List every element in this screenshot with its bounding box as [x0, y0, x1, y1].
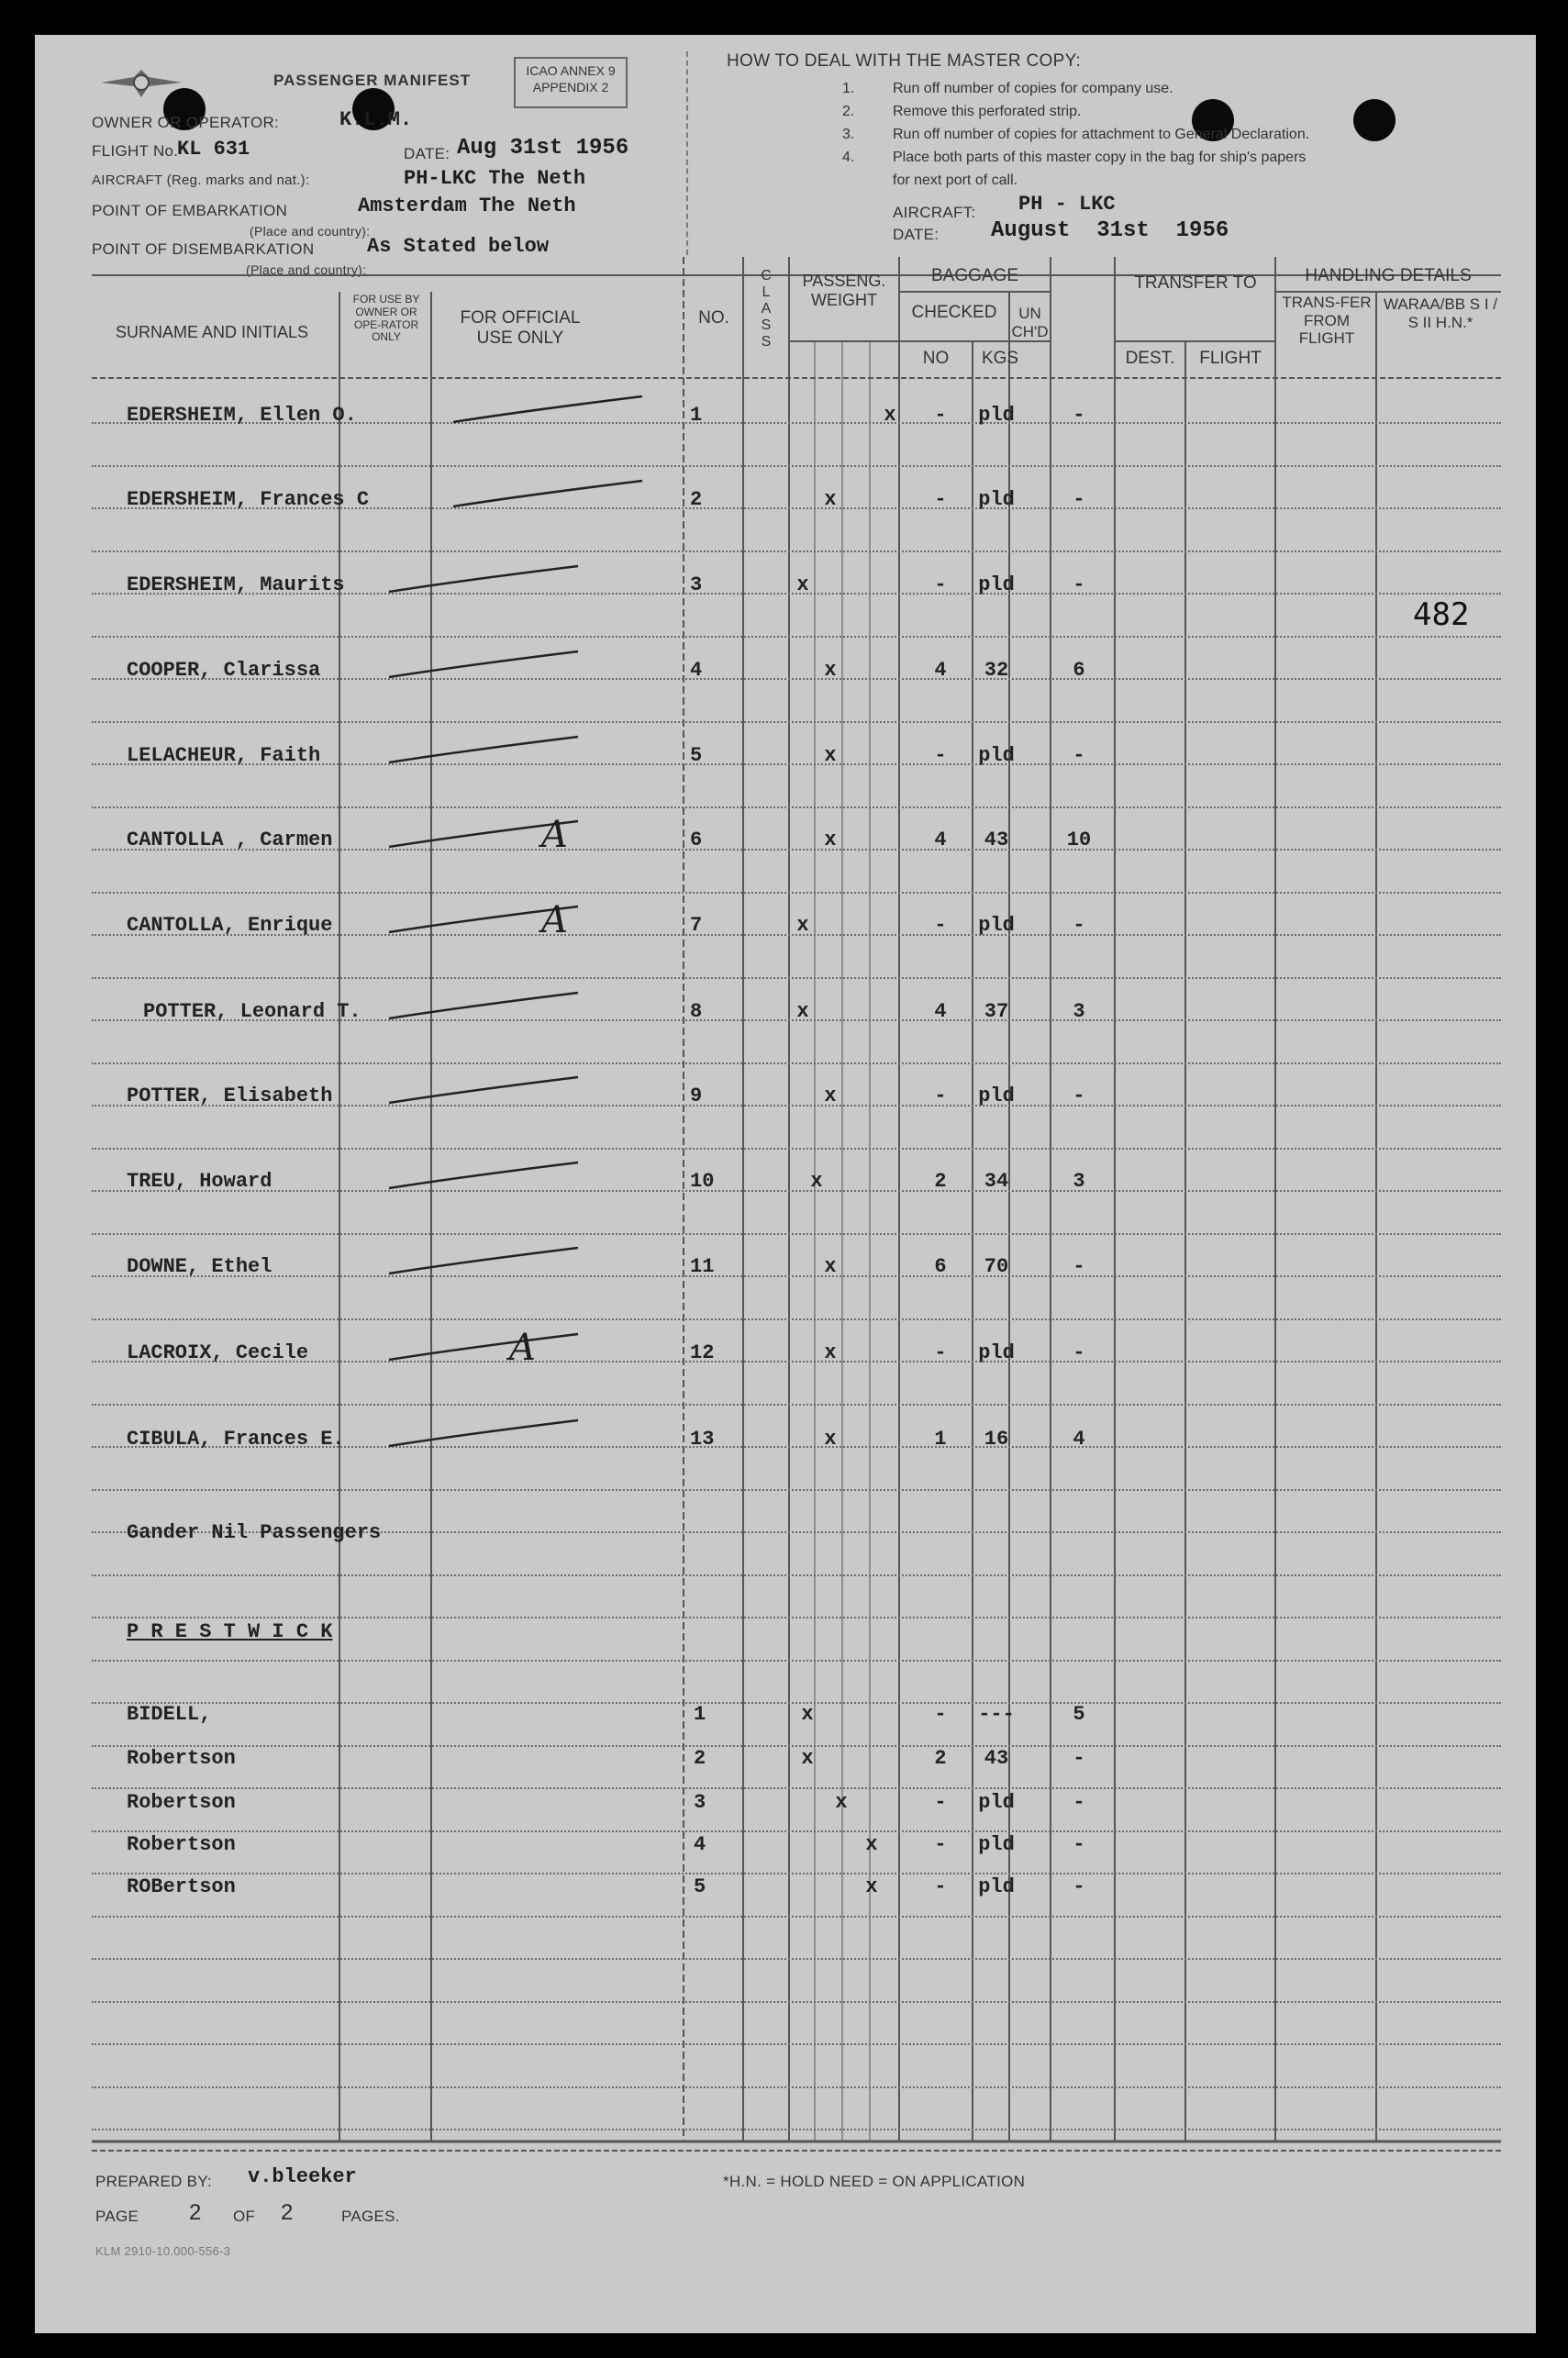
row-rule	[92, 1233, 1501, 1235]
check-stroke	[450, 391, 651, 428]
col-dest: DEST.	[1125, 349, 1175, 368]
row-rule	[92, 892, 1501, 894]
row-number: 7	[690, 914, 703, 937]
row-rule	[92, 551, 1501, 552]
row-rule	[92, 1916, 1501, 1918]
date-value: Aug 31st 1956	[457, 136, 629, 161]
owner-value: K.L.M.	[339, 108, 413, 131]
unchecked-count: 6	[1073, 659, 1085, 682]
unchecked-count: -	[1073, 1084, 1085, 1107]
passenger-name: Robertson	[127, 1833, 236, 1856]
row-rule	[92, 2086, 1501, 2088]
class-mark: x	[824, 829, 837, 851]
instr-aircraft-label: AIRCRAFT:	[893, 204, 976, 221]
check-stroke	[385, 561, 587, 597]
row-rule	[92, 1574, 1501, 1576]
unchecked-count: 5	[1073, 1703, 1085, 1726]
col-unchd: UN CH'D	[1011, 305, 1049, 340]
row-number: 5	[694, 1875, 706, 1898]
baggage-kgs: 43	[984, 1747, 1009, 1770]
baggage-count: -	[934, 1703, 947, 1726]
instructions-title: HOW TO DEAL WITH THE MASTER COPY:	[727, 51, 1082, 71]
form-title: PASSENGER MANIFEST	[273, 72, 472, 89]
row-rule	[92, 1617, 1501, 1618]
page-value: 2	[189, 2200, 202, 2225]
col-no: NO.	[698, 308, 729, 328]
instruction-num: 3.	[842, 127, 855, 142]
row-number: 5	[690, 744, 703, 767]
check-stroke	[385, 1157, 587, 1194]
class-mark: x	[865, 1833, 878, 1856]
passenger-name: LELACHEUR, Faith	[127, 744, 321, 767]
row-number: 2	[690, 488, 703, 511]
col-waraa: WARAA/BB S I / S II H.N.*	[1383, 295, 1498, 331]
instruction-num: 2.	[842, 104, 855, 119]
handwritten-note: A	[541, 814, 568, 856]
baggage-count: -	[934, 573, 947, 596]
col-class	[745, 268, 787, 350]
row-rule	[92, 2043, 1501, 2045]
unchecked-count: -	[1073, 488, 1085, 511]
class-mark: x	[824, 1255, 837, 1278]
row-rule	[92, 1787, 1501, 1789]
flight-value: KL 631	[177, 138, 250, 161]
col-kgs: KGS	[981, 349, 1019, 368]
disembarkation-value: As Stated below	[367, 235, 550, 258]
check-stroke	[385, 1415, 587, 1452]
place-country-note: (Place and country):	[246, 262, 367, 277]
instr-date-label: DATE:	[893, 226, 940, 243]
baggage-count: -	[934, 404, 947, 427]
passenger-name: DOWNE, Ethel	[127, 1255, 272, 1278]
baggage-kgs: 32	[984, 659, 1009, 682]
row-number: 11	[690, 1255, 715, 1278]
check-stroke	[385, 646, 587, 683]
baggage-count: -	[934, 914, 947, 937]
baggage-kgs: pld	[978, 1833, 1015, 1856]
baggage-count: -	[934, 1833, 947, 1856]
instruction-num: 1.	[842, 81, 855, 96]
col-official: FOR OFFICIAL USE ONLY	[460, 308, 581, 348]
row-rule	[92, 1660, 1501, 1662]
baggage-count: 4	[934, 659, 947, 682]
row-number: 4	[694, 1833, 706, 1856]
unchecked-count: -	[1073, 1833, 1085, 1856]
baggage-kgs: pld	[978, 404, 1015, 427]
row-number: 2	[694, 1747, 706, 1770]
col-handling: HANDLING DETAILS	[1305, 266, 1472, 285]
embarkation-value: Amsterdam The Neth	[358, 195, 576, 217]
passenger-name: POTTER, Leonard T.	[143, 1000, 361, 1023]
passenger-name: POTTER, Elisabeth	[127, 1084, 333, 1107]
unchecked-count: -	[1073, 404, 1085, 427]
baggage-kgs: 43	[984, 829, 1009, 851]
row-rule	[92, 1489, 1501, 1491]
row-rule	[92, 1702, 1501, 1704]
class-mark: x	[801, 1703, 814, 1726]
baggage-kgs: 16	[984, 1428, 1009, 1451]
place-country-note: (Place and country):	[250, 224, 371, 239]
aircraft-label: AIRCRAFT (Reg. marks and nat.):	[92, 172, 310, 188]
class-mark: x	[824, 1428, 837, 1451]
row-rule	[92, 465, 1501, 467]
row-rule	[92, 1745, 1501, 1747]
class-mark: x	[884, 404, 896, 427]
col-baggage: BAGGAGE	[930, 266, 1019, 285]
class-mark: x	[796, 573, 809, 596]
prestwick-heading: P R E S T W I C K	[127, 1620, 333, 1643]
pages-label: PAGES.	[341, 2208, 400, 2225]
row-number: 10	[690, 1170, 715, 1193]
passenger-name: Robertson	[127, 1747, 236, 1770]
baggage-count: -	[934, 1084, 947, 1107]
row-number: 3	[694, 1791, 706, 1814]
passenger-name: EDERSHEIM, Ellen O.	[127, 404, 357, 427]
passenger-name: LACROIX, Cecile	[127, 1341, 309, 1364]
row-rule	[92, 806, 1501, 808]
instruction-text: Remove this perforated strip.	[893, 104, 1082, 119]
col-flight: FLIGHT	[1199, 349, 1262, 368]
row-number: 4	[690, 659, 703, 682]
passenger-name: EDERSHEIM, Frances C	[127, 488, 370, 511]
of-label: OF	[233, 2208, 256, 2225]
page-label: PAGE	[95, 2208, 139, 2225]
row-rule	[92, 1830, 1501, 1832]
col-checked: CHECKED	[911, 303, 997, 322]
baggage-kgs: 34	[984, 1170, 1009, 1193]
icao-line-2: APPENDIX 2	[532, 79, 609, 95]
row-number: 1	[694, 1703, 706, 1726]
row-number: 6	[690, 829, 703, 851]
baggage-kgs: pld	[978, 744, 1015, 767]
baggage-kgs: pld	[978, 1341, 1015, 1364]
baggage-kgs: ---	[978, 1703, 1015, 1726]
baggage-count: -	[934, 1875, 947, 1898]
baggage-kgs: pld	[978, 573, 1015, 596]
row-rule	[92, 1148, 1501, 1150]
row-number: 12	[690, 1341, 715, 1364]
row-rule	[92, 721, 1501, 723]
unchecked-count: 3	[1073, 1170, 1085, 1193]
class-mark: x	[810, 1170, 823, 1193]
row-rule	[92, 1190, 1501, 1192]
aircraft-value: PH-LKC The Neth	[404, 167, 586, 190]
passenger-name: ROBertson	[127, 1875, 236, 1898]
disembarkation-label: POINT OF DISEMBARKATION	[92, 240, 315, 258]
instruction-text: Place both parts of this master copy in the bag for ship's papers	[893, 150, 1307, 165]
baggage-count: 1	[934, 1428, 947, 1451]
unchecked-count: -	[1073, 1747, 1085, 1770]
unchecked-count: 4	[1073, 1428, 1085, 1451]
row-rule	[92, 2001, 1501, 2003]
instruction-num: 4.	[842, 150, 855, 165]
gander-note: Gander Nil Passengers	[127, 1521, 382, 1544]
baggage-kgs: pld	[978, 1084, 1015, 1107]
row-number: 8	[690, 1000, 703, 1023]
row-rule	[92, 1275, 1501, 1277]
icao-line-1: ICAO ANNEX 9	[526, 63, 616, 78]
owner-label: OWNER OR OPERATOR:	[92, 114, 280, 131]
baggage-kgs: 70	[984, 1255, 1009, 1278]
class-mark: x	[824, 488, 837, 511]
baggage-count: -	[934, 1791, 947, 1814]
passenger-name: CIBULA, Frances E.	[127, 1428, 345, 1451]
passenger-name: BIDELL,	[127, 1703, 212, 1726]
row-number: 3	[690, 573, 703, 596]
page-stamp-number: 482	[1413, 596, 1470, 633]
unchecked-count: 3	[1073, 1000, 1085, 1023]
unchecked-count: -	[1073, 573, 1085, 596]
baggage-count: 2	[934, 1747, 947, 1770]
prepared-by-value: v.bleeker	[248, 2165, 357, 2188]
col-no-sub: NO	[922, 349, 950, 368]
instruction-text: Run off number of copies for attachment to General Declaration.	[893, 127, 1310, 142]
passenger-name: Robertson	[127, 1791, 236, 1814]
check-stroke	[385, 1242, 587, 1279]
passenger-name: TREU, Howard	[127, 1170, 272, 1193]
baggage-kgs: pld	[978, 488, 1015, 511]
unchecked-count: -	[1073, 1791, 1085, 1814]
col-transfer: TRANSFER TO	[1134, 273, 1257, 293]
class-mark: x	[824, 1084, 837, 1107]
col-class-text: CLASS	[761, 268, 772, 350]
row-number: 1	[690, 404, 703, 427]
unchecked-count: -	[1073, 744, 1085, 767]
class-mark: x	[796, 1000, 809, 1023]
unchecked-count: -	[1073, 1875, 1085, 1898]
baggage-count: 6	[934, 1255, 947, 1278]
passenger-name: CANTOLLA, Enrique	[127, 914, 333, 937]
row-rule	[92, 1958, 1501, 1960]
row-number: 9	[690, 1084, 703, 1107]
check-stroke	[385, 731, 587, 768]
class-mark: x	[835, 1791, 848, 1814]
baggage-kgs: pld	[978, 1791, 1015, 1814]
row-rule	[92, 977, 1501, 979]
class-mark: x	[824, 744, 837, 767]
passenger-name: COOPER, Clarissa	[127, 659, 321, 682]
baggage-count: -	[934, 744, 947, 767]
row-rule	[92, 1318, 1501, 1320]
row-number: 13	[690, 1428, 715, 1451]
check-stroke	[450, 475, 651, 512]
unchecked-count: -	[1073, 914, 1085, 937]
of-value: 2	[281, 2200, 294, 2225]
embarkation-label: POINT OF EMBARKATION	[92, 202, 288, 219]
baggage-kgs: pld	[978, 1875, 1015, 1898]
class-mark: x	[824, 1341, 837, 1364]
row-rule	[92, 1062, 1501, 1064]
class-mark: x	[865, 1875, 878, 1898]
baggage-count: -	[934, 488, 947, 511]
unchecked-count: 10	[1066, 829, 1092, 851]
row-rule	[92, 1404, 1501, 1406]
unchecked-count: -	[1073, 1255, 1085, 1278]
passenger-name: CANTOLLA , Carmen	[127, 829, 333, 851]
handwritten-note: A	[509, 1327, 536, 1369]
class-mark: x	[824, 659, 837, 682]
row-rule	[92, 2129, 1501, 2130]
check-stroke	[385, 987, 587, 1024]
class-mark: x	[801, 1747, 814, 1770]
baggage-count: 4	[934, 829, 947, 851]
check-stroke	[385, 1072, 587, 1108]
instruction-text: Run off number of copies for company use.	[893, 81, 1173, 96]
form-code: KLM 2910-10.000-556-3	[95, 2244, 231, 2258]
col-surname: SURNAME AND INITIALS	[115, 323, 309, 341]
baggage-kgs: pld	[978, 914, 1015, 937]
col-owner-use: FOR USE BY OWNER OR OPE-RATOR ONLY	[352, 293, 420, 344]
baggage-count: 4	[934, 1000, 947, 1023]
check-stroke	[385, 1329, 587, 1365]
row-rule	[92, 1873, 1501, 1874]
hn-footnote: *H.N. = HOLD NEED = ON APPLICATION	[723, 2173, 1026, 2190]
col-transfer-from: TRANS-FER FROM FLIGHT	[1282, 294, 1372, 348]
handwritten-note: A	[541, 899, 568, 941]
baggage-kgs: 37	[984, 1000, 1009, 1023]
baggage-count: -	[934, 1341, 947, 1364]
baggage-count: 2	[934, 1170, 947, 1193]
instr-aircraft-value: PH - LKC	[1018, 193, 1116, 216]
date-label: DATE:	[404, 145, 450, 162]
instruction-text: for next port of call.	[893, 172, 1018, 188]
flight-label: FLIGHT No.	[92, 142, 179, 160]
unchecked-count: -	[1073, 1341, 1085, 1364]
instr-date-value: August 31st 1956	[991, 218, 1229, 243]
row-rule	[92, 636, 1501, 638]
passenger-name: EDERSHEIM, Maurits	[127, 573, 345, 596]
col-passeng-weight: PASSENG. WEIGHT	[802, 272, 886, 309]
class-mark: x	[796, 914, 809, 937]
prepared-by-label: PREPARED BY:	[95, 2173, 213, 2190]
